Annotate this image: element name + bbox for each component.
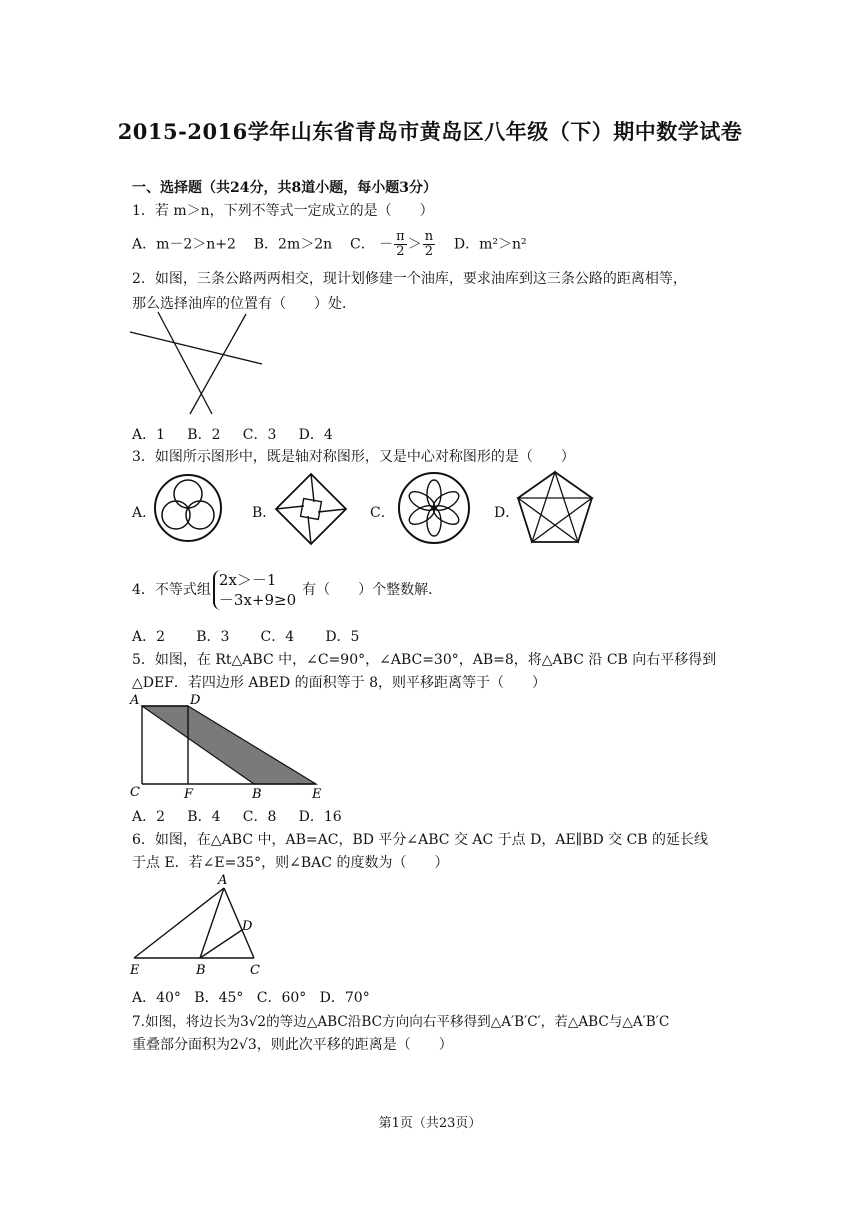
option-a: A．2 [132,629,166,645]
option-c: C．3 [242,427,277,443]
three-roads-figure [128,308,264,416]
option-a: A．m－2＞n+2 [132,236,236,253]
option-c: C．4 [260,629,295,645]
question-6-options [132,987,370,1007]
trefoil-circle-figure [152,472,224,544]
q3-label-b: B． [252,505,277,521]
option-b: B．45° [194,990,244,1006]
question-7-line-2: 重叠部分面积为2√3，则此次平移的距离是（ ） [132,1037,453,1053]
option-c-minus: － [379,236,394,253]
page-footer: 第1页（共23页） [378,1116,482,1131]
question-2-line-1: 2．如图，三条公路两两相交，现计划修建一个油库，要求油库到这三条公路的距离相等， [132,271,687,287]
question-1-options [132,230,527,259]
option-b: B．3 [196,629,230,645]
option-c: C．60° [256,990,307,1006]
fraction-pi-over-2: $\frac{\pi}{2}$ [396,229,405,259]
option-d: D．4 [298,427,333,443]
question-3-stem: 3．如图所示图形中，既是轴对称图形，又是中心对称图形的是（ ） [132,449,575,465]
option-a: A．2 [132,809,166,825]
fraction-n-over-2: $\frac{n}{2}$ [424,229,434,259]
question-5-line-2: △DEF．若四边形 ABED 的面积等于 8，则平移距离等于（ ） [132,675,547,691]
page-title: 2015-2016学年山东省青岛市黄岛区八年级（下）期中数学试卷 [117,119,743,144]
label-C: C [250,963,260,978]
q4-prefix: 4．不等式组 [132,582,211,598]
label-D: D [242,919,253,934]
option-b: B．2m＞2n [253,236,333,253]
question-5-options [132,806,342,826]
question-2-line-2: 那么选择油库的位置有（ ）处． [132,296,356,312]
label-F: F [184,787,194,802]
label-E: E [312,787,322,802]
label-D: D [190,693,201,708]
label-A: A [218,874,228,888]
pentagram-pentagon-figure [514,468,596,548]
isosceles-triangle-figure [128,874,268,978]
option-c-op: ＞ [407,236,422,253]
option-d: D．5 [325,629,360,645]
option-d: D．16 [298,809,342,825]
question-6-line-1: 6．如图，在△ABC 中，AB=AC，BD 平分∠ABC 交 AC 于点 D，AE∥BD 交 CB 的延长线 [132,832,709,848]
six-petal-flower-figure [396,470,472,546]
question-6-line-2: 于点 E．若∠E=35°，则∠BAC 的度数为（ ） [132,855,449,871]
section-heading: 一、选择题（共24分，共8道小题，每小题3分） [132,180,437,196]
option-d: D．m²＞n² [453,236,527,253]
q3-label-a: A． [132,505,157,521]
label-B: B [252,787,262,802]
option-a: A．40° [132,990,181,1006]
q3-label-c: C． [370,505,395,521]
q4-suffix: 有（ ）个整数解． [302,582,443,598]
question-4-options [132,626,359,646]
q3-label-d: D． [494,505,520,521]
label-A: A [130,693,140,708]
question-2-options [132,424,333,444]
translated-triangle-figure [128,692,328,802]
question-5-line-1: 5．如图，在 Rt△ABC 中，∠C=90°，∠ABC=30°，AB=8，将△ABC 沿 CB 向右平移得到 [132,652,717,668]
pinwheel-square-figure [272,470,350,548]
label-B: B [196,963,206,978]
option-b: B．2 [187,427,221,443]
option-a: A．1 [132,427,166,443]
option-c-label: C． [349,236,375,253]
option-d: D．70° [319,990,370,1006]
inequality-system [213,570,300,610]
question-4 [132,570,442,610]
inequality-1: 2x＞－1 [218,571,277,589]
option-c: C．8 [242,809,277,825]
question-7-line-1: 7.如图，将边长为3√2的等边△ABC沿BC方向向右平移得到△A′B′C′，若△ABC与△A′B′C [132,1014,670,1030]
question-1-stem: 1．若 m＞n，下列不等式一定成立的是（ ） [132,203,434,219]
option-b: B．4 [187,809,221,825]
label-E: E [130,963,140,978]
inequality-2: －3x+9≥0 [218,591,297,609]
label-C: C [130,785,140,800]
